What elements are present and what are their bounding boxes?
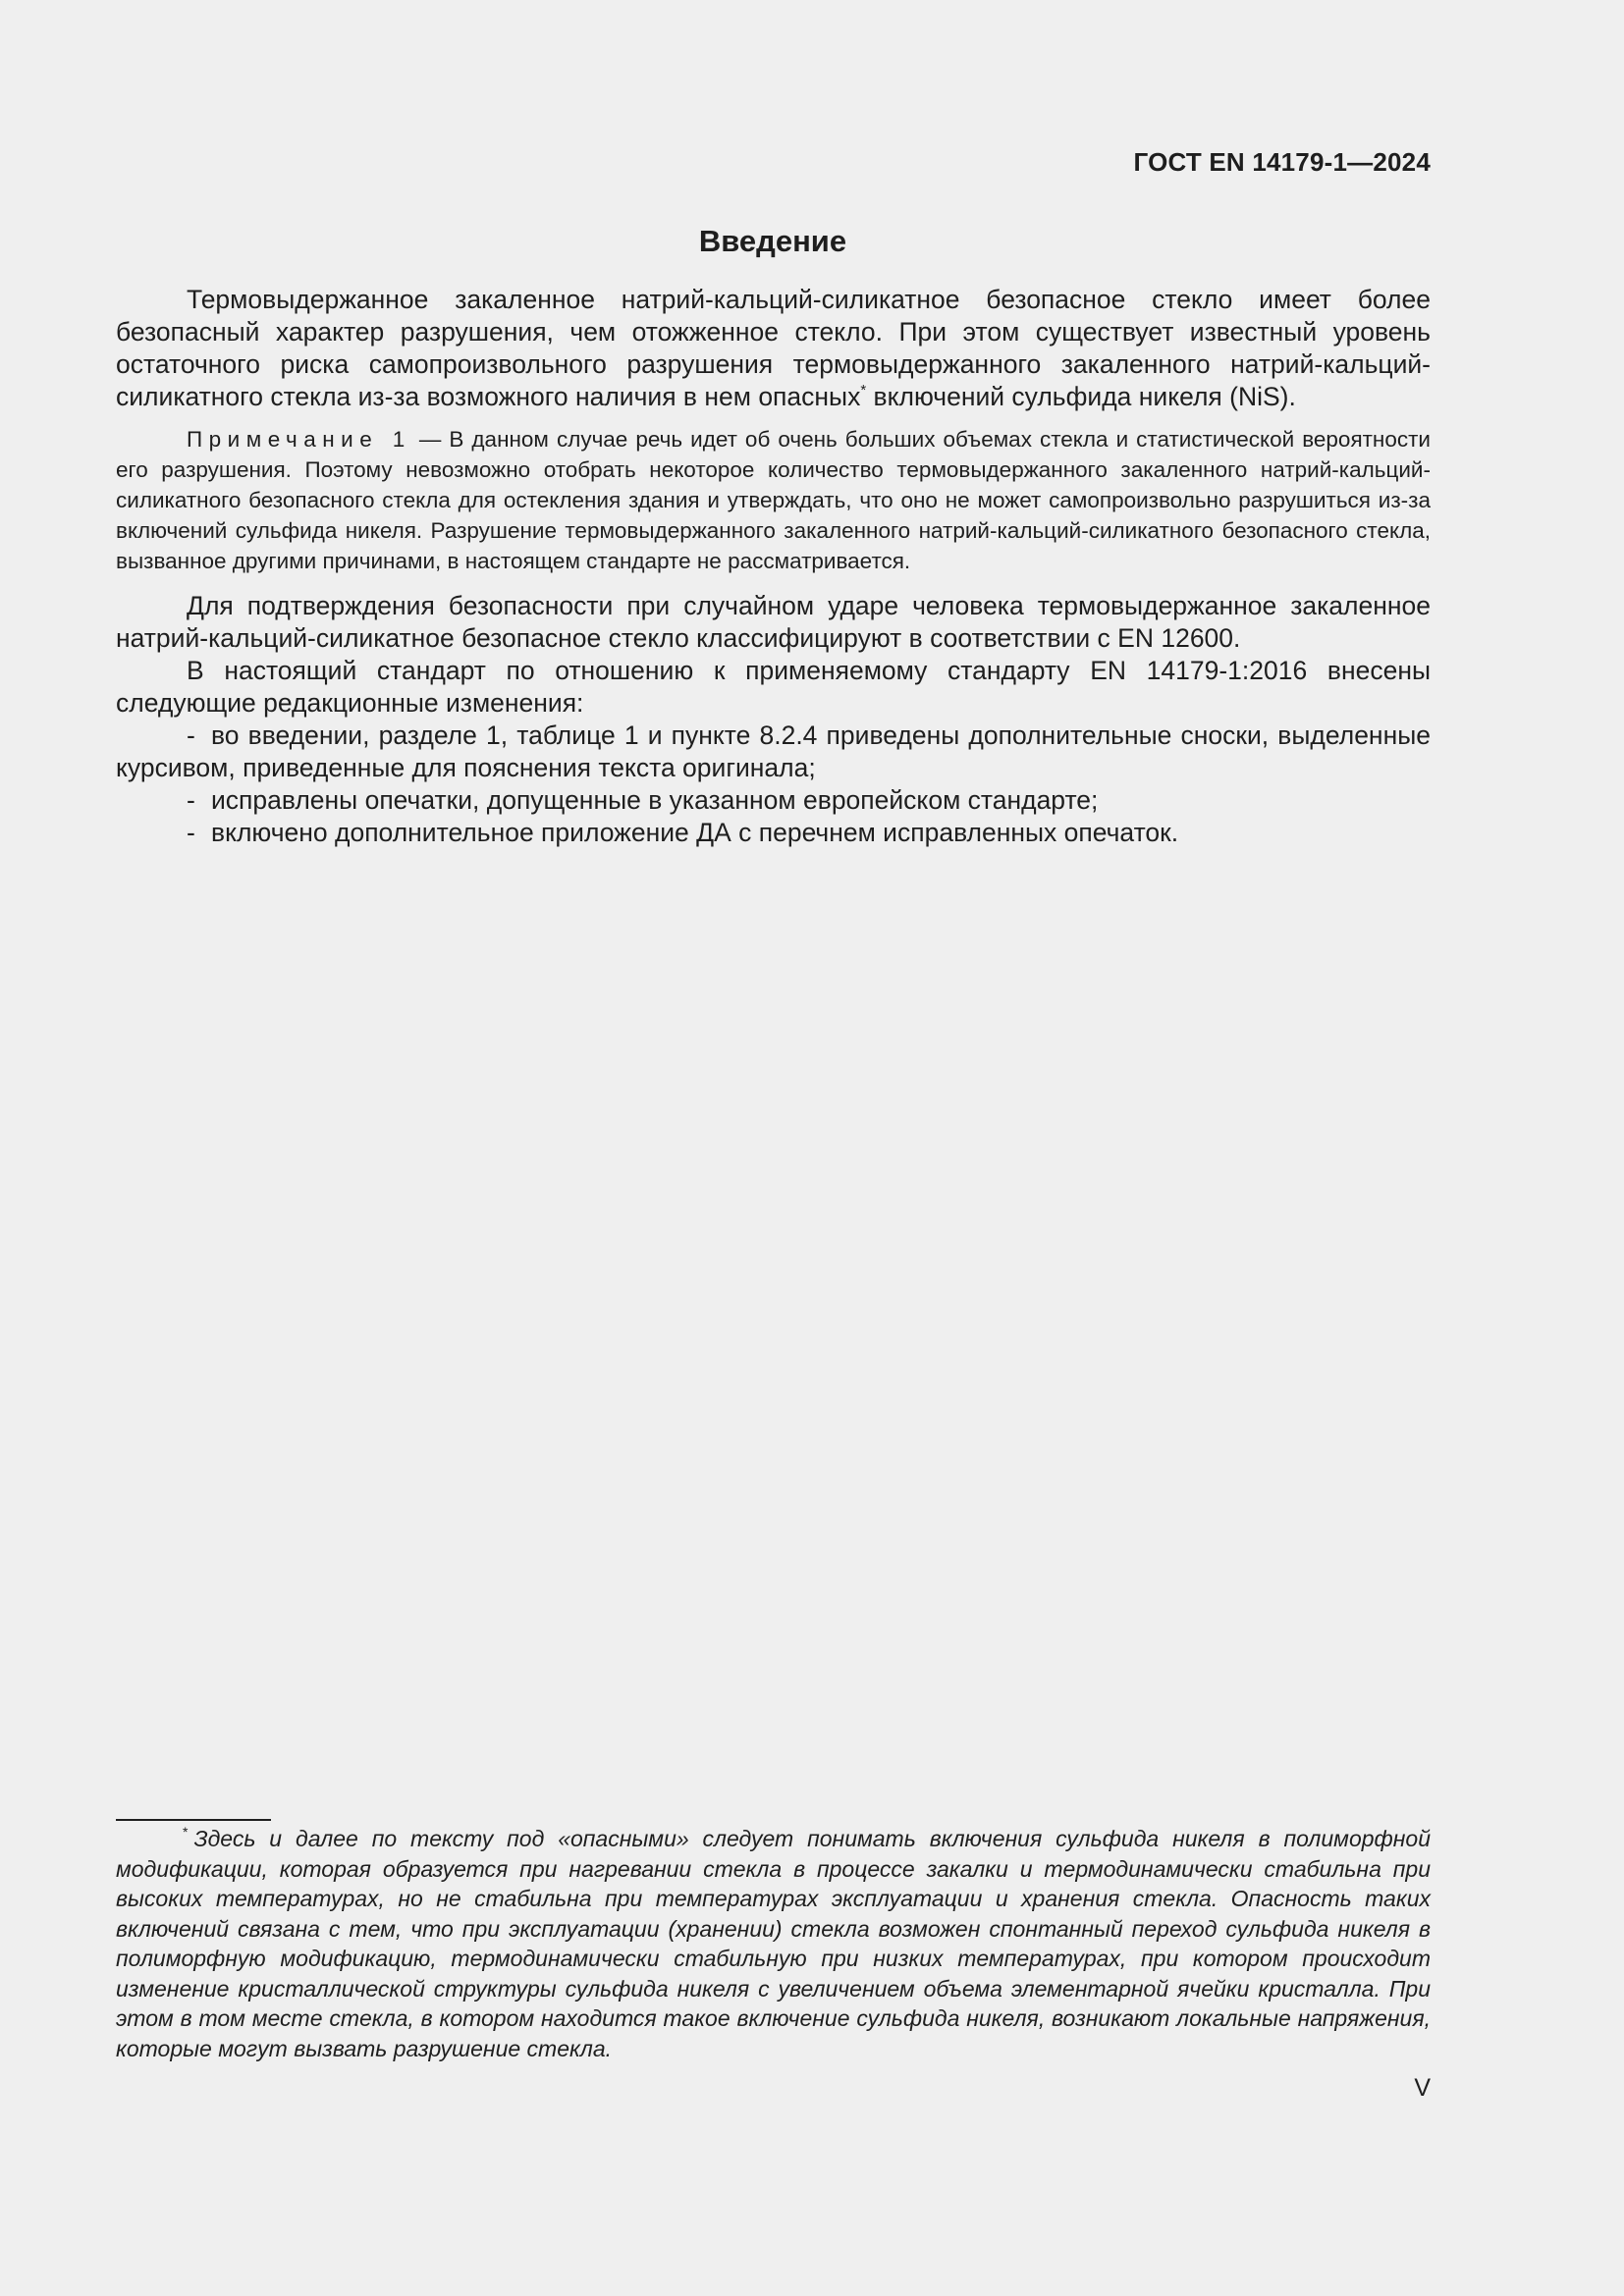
list-item <box>116 720 1431 784</box>
list-item-text: во введении, разделе 1, таблице 1 и пункте 8.2.4 приведены дополнительные сноски, выделенные курсивом, приведенные для пояснения текста оригинала; <box>116 721 1431 782</box>
footnote <box>116 1824 1431 2063</box>
list-bullet: - <box>187 721 195 750</box>
footnote-reference-mark[interactable]: * <box>860 382 867 399</box>
list-item-text: включено дополнительное приложение ДА с перечнем исправленных опечаток. <box>211 818 1179 847</box>
intro-paragraph-1-tail: включений сульфида никеля (NiS). <box>866 382 1296 411</box>
list-item <box>116 817 1431 849</box>
section-title: Введение <box>698 224 847 258</box>
note-1 <box>116 424 1431 576</box>
footnote-mark: * <box>183 1824 189 1840</box>
footnote-text: Здесь и далее по тексту под «опасными» следует понимать включения сульфида никеля в полиморфной модификации, которая образуется при нагревании стекла в процессе закалки и термодинамически стабильна при высоких температурах, но не стабильна при температурах эксплуатации и хранения стекла. Опасность таких включений связана с тем, что при эксплуатации (хранении) стекла возможен спонтанный переход сульфида никеля в полиморфную модификацию, термодинамически стабильную при низких температурах, при котором происходит изменение кристаллической структуры сульфида никеля с увеличением объема элементарной ячейки кристалла. При этом в том месте стекла, в котором находится такое включение сульфида никеля, возникают локальные напряжения, которые могут вызвать разрушение стекла. <box>116 1826 1431 2061</box>
intro-paragraph-3: В настоящий стандарт по отношению к применяемому стандарту EN 14179-1:2016 внесены следующие редакционные изменения: <box>116 656 1431 718</box>
page-number: V <box>1414 2074 1431 2102</box>
list-item <box>116 784 1431 817</box>
list-bullet: - <box>187 785 195 815</box>
intro-paragraph-1 <box>116 284 1431 413</box>
footnote-separator <box>116 1819 271 1821</box>
list-item-text: исправлены опечатки, допущенные в указанном европейском стандарте; <box>211 785 1099 815</box>
intro-paragraph-1-text: Термовыдержанное закаленное натрий-кальций-силикатное безопасное стекло имеет более безопасный характер разрушения, чем отожженное стекло. При этом существует известный уровень остаточного риска самопроизвольного разрушения термовыдержанного закаленного натрий-кальций-силикатного стекла из-за возможного наличия в нем опасных <box>116 285 1431 411</box>
introduction-body <box>116 284 1431 849</box>
standard-code-header: ГОСТ EN 14179-1—2024 <box>1133 147 1431 177</box>
list-bullet: - <box>187 818 195 847</box>
intro-paragraph-2: Для подтверждения безопасности при случайном ударе человека термовыдержанное закаленное натрий-кальций-силикатное безопасное стекло классифицируют в соответствии с EN 12600. <box>116 591 1431 653</box>
note-label: Примечание 1 <box>187 427 411 452</box>
note-text: — В данном случае речь идет об очень больших объемах стекла и статистической вероятности его разрушения. Поэтому невозможно отобрать некоторое количество термовыдержанного закаленного натрий-кальций-силикатного безопасного стекла для остекления здания и утверждать, что оно не может самопроизвольно разрушиться из-за включений сульфида никеля. Разрушение термовыдержанного закаленного натрий-кальций-силикатного безопасного стекла, вызванное другими причинами, в настоящем стандарте не рассматривается. <box>116 427 1431 573</box>
